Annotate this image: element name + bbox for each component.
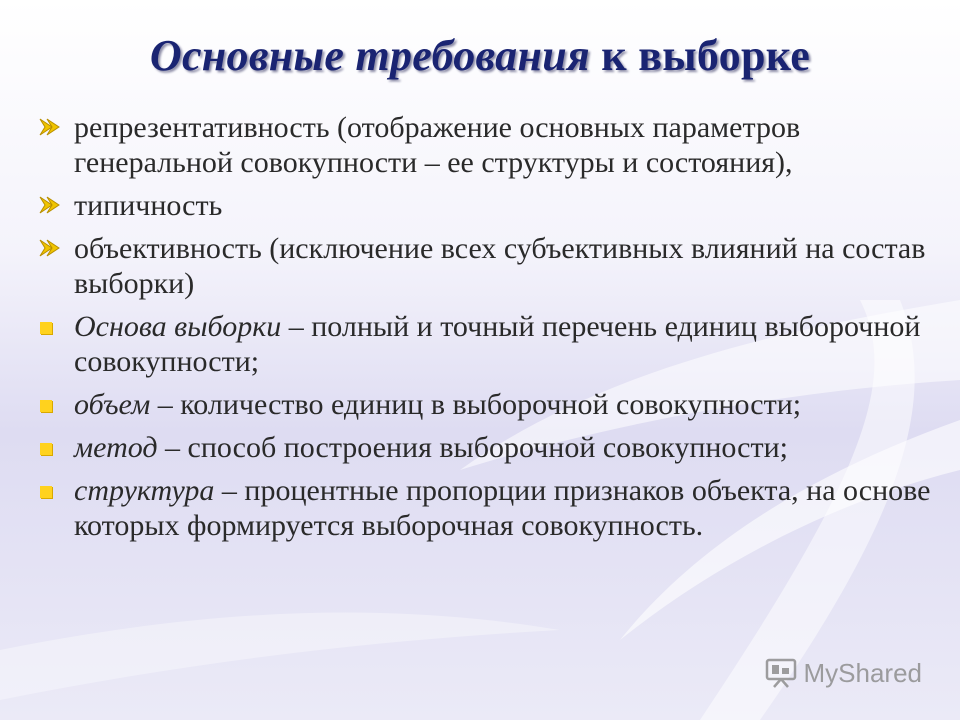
- item-text: – способ построения выборочной совокупности;: [157, 431, 788, 464]
- list-item: [36, 473, 936, 543]
- slide-title-main: Основные требования: [149, 31, 590, 80]
- bullet-list: [36, 110, 936, 551]
- item-text: объективность (исключение всех субъективных влияний на состав выборки): [74, 232, 926, 300]
- item-term: объем: [74, 388, 151, 421]
- presentation-board-icon: [764, 657, 798, 689]
- list-item: [36, 309, 936, 379]
- square-bullet-icon: [40, 400, 52, 412]
- list-item: [36, 430, 936, 465]
- item-text: – количество единиц в выборочной совокупности;: [150, 388, 802, 421]
- list-item: [36, 387, 936, 422]
- item-text: типичность: [74, 189, 223, 222]
- item-term: структура: [74, 474, 215, 507]
- arrow-bullet-icon: [38, 115, 62, 139]
- arrow-bullet-icon: [38, 236, 62, 260]
- arrow-bullet-icon: [38, 193, 62, 217]
- myshared-watermark[interactable]: [764, 656, 923, 690]
- square-bullet-icon: [40, 486, 52, 498]
- item-term: Основа выборки: [74, 310, 282, 343]
- watermark-text: MyShared: [803, 657, 922, 688]
- list-item: [36, 188, 936, 223]
- list-item: [36, 231, 936, 301]
- item-text: – полный и точный перечень единиц выборочной совокупности;: [74, 310, 921, 378]
- item-term: метод: [74, 431, 158, 464]
- slide-title: [0, 30, 960, 81]
- list-item: [36, 110, 936, 180]
- square-bullet-icon: [40, 443, 52, 455]
- slide-title-suffix: к выборке: [589, 31, 811, 80]
- item-text: репрезентативность (отображение основных параметров генеральной совокупности – ее структуры и состояния),: [74, 111, 801, 179]
- square-bullet-icon: [40, 322, 52, 334]
- item-text: – процентные пропорции признаков объекта, на основе которых формируется выборочная совокупность.: [74, 474, 931, 542]
